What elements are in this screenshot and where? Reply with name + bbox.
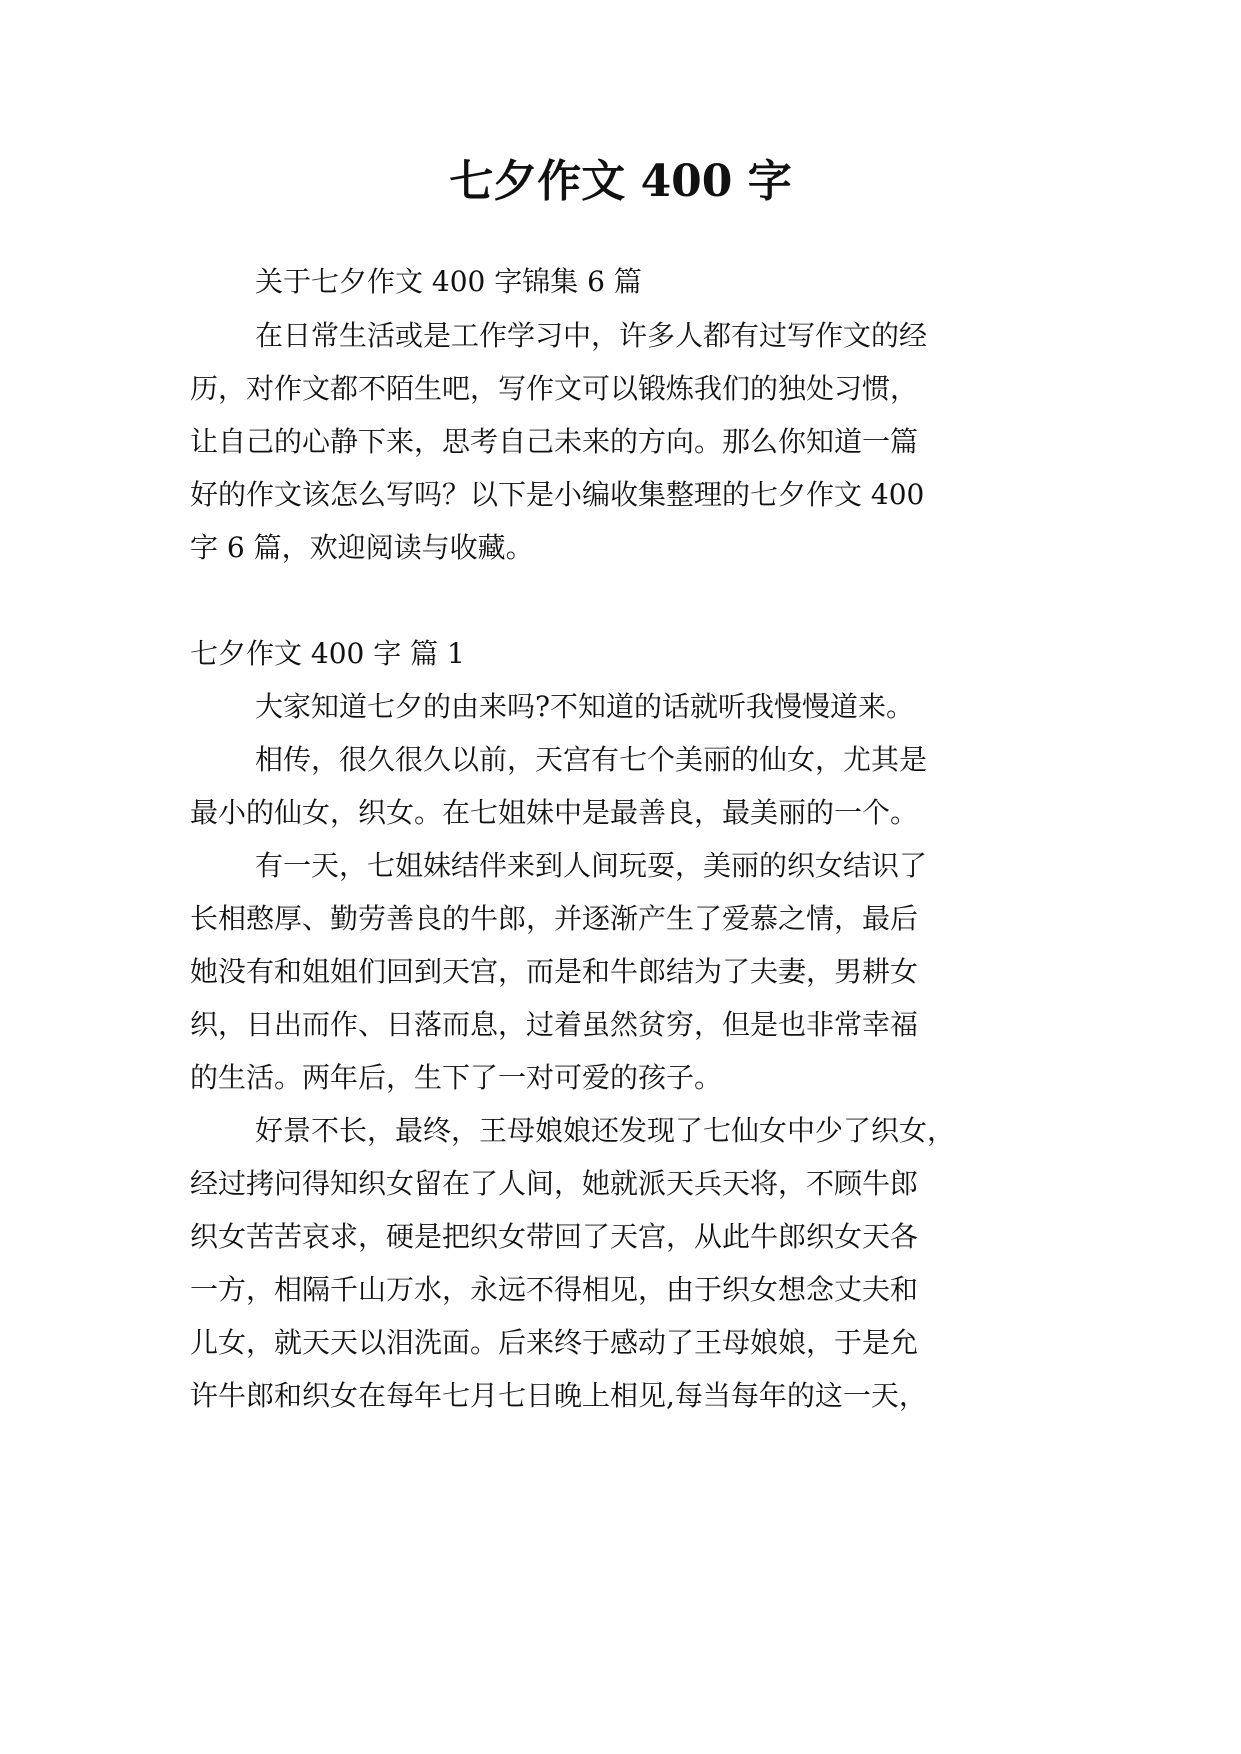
document-title: 七夕作文 400 字: [449, 156, 792, 207]
paragraph-line: 字 6 篇，欢迎阅读与收藏。: [190, 531, 534, 564]
paragraph-line: 的生活。两年后，生下了一对可爱的孩子。: [190, 1061, 723, 1094]
paragraph-line: 织女苦苦哀求，硬是把织女带回了天宫，从此牛郎织女天各: [190, 1220, 919, 1253]
paragraph-line: 儿女，就天天以泪洗面。后来终于感动了王母娘娘，于是允: [190, 1326, 919, 1359]
paragraph-line: 好景不长，最终，王母娘娘还发现了七仙女中少了织女，: [255, 1114, 956, 1147]
paragraph-line: 相传，很久很久以前，天宫有七个美丽的仙女，尤其是: [255, 743, 928, 776]
paragraph-line: 大家知道七夕的由来吗?不知道的话就听我慢慢道来。: [255, 690, 915, 723]
paragraph-line: 有一天，七姐妹结伴来到人间玩耍，美丽的织女结识了: [255, 849, 928, 882]
paragraph-line: 织，日出而作、日落而息，过着虽然贫穷，但是也非常幸福: [190, 1008, 919, 1041]
paragraph-line: 让自己的心静下来，思考自己未来的方向。那么你知道一篇: [190, 425, 919, 458]
paragraph-line: 最小的仙女，织女。在七姐妹中是最善良，最美丽的一个。: [190, 796, 919, 829]
paragraph-line: 经过拷问得知织女留在了人间，她就派天兵天将，不顾牛郎: [190, 1167, 919, 1200]
intro-heading: 关于七夕作文 400 字锦集 6 篇: [255, 265, 642, 298]
paragraph-line: 在日常生活或是工作学习中，许多人都有过写作文的经: [255, 319, 928, 352]
paragraph-line: 一方，相隔千山万水，永远不得相见，由于织女想念丈夫和: [190, 1273, 919, 1306]
paragraph-line: 长相憨厚、勤劳善良的牛郎，并逐渐产生了爱慕之情，最后: [190, 902, 919, 935]
paragraph-line: 许牛郎和织女在每年七月七日晚上相见,每当每年的这一天，: [190, 1379, 927, 1412]
section-heading: 七夕作文 400 字 篇 1: [190, 637, 465, 670]
paragraph-line: 好的作文该怎么写吗？以下是小编收集整理的七夕作文 400: [190, 478, 925, 511]
paragraph-line: 她没有和姐姐们回到天宫，而是和牛郎结为了夫妻，男耕女: [190, 955, 919, 988]
paragraph-line: 历，对作文都不陌生吧，写作文可以锻炼我们的独处习惯，: [190, 372, 919, 405]
